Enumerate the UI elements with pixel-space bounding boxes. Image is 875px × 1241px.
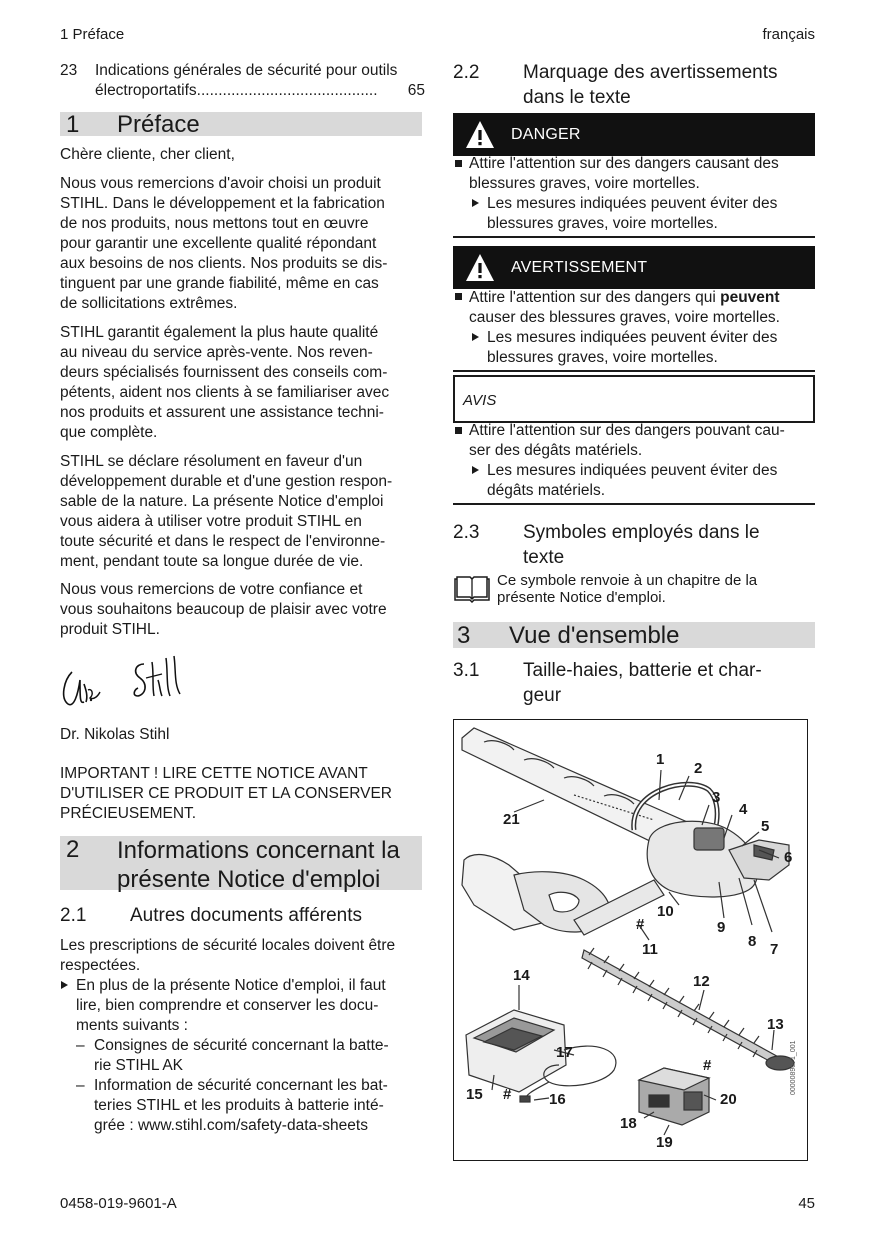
toc-number: 23 — [60, 62, 78, 79]
danger-bullet-2: Les mesures indiquées peuvent éviter des blessures graves, voire mortelles. — [487, 195, 778, 232]
dash-icon: – — [76, 1077, 85, 1094]
warning-triangle-icon — [465, 120, 495, 150]
figure-label: 14 — [513, 967, 530, 984]
bullet-arrow-icon — [472, 333, 479, 341]
subsection-2-2-title: Marquage des avertissements dans le texte — [523, 62, 778, 108]
bullet-arrow-icon — [472, 199, 479, 207]
figure-label: 11 — [642, 941, 658, 958]
danger-label: DANGER — [511, 125, 581, 143]
greeting: Chère cliente, cher client, — [60, 146, 235, 163]
toc-line1: Indications générales de sécurité pour outils — [95, 62, 398, 79]
signature-image — [58, 650, 188, 712]
section-2-heading — [60, 836, 422, 893]
s21-intro: Les prescriptions de sécurité locales doivent être respectées. — [60, 937, 396, 974]
notice-label: AVIS — [463, 392, 497, 409]
section-1-title: Préface — [117, 111, 200, 138]
figure-label: # — [703, 1057, 712, 1074]
figure-label: 3 — [712, 789, 721, 806]
section-3-number: 3 — [457, 622, 471, 649]
subsection-2-3-title: Symboles employés dans le texte — [523, 522, 760, 568]
preface-para-2: STIHL garantit également la plus haute qualité au niveau du service après-vente. Nos reven- deurs spécialisés fournissent des conseils com- pétents, aident nos clients à se familiariser avec nos produits et assurent une assistance techni- que complète. — [60, 324, 390, 441]
figure-label: 1 — [656, 751, 665, 768]
warning-label: AVERTISSEMENT — [511, 258, 648, 276]
figure-label: 17 — [556, 1044, 573, 1061]
dash-icon: – — [76, 1037, 85, 1054]
figure-label: # — [503, 1086, 512, 1103]
s21-bullet: En plus de la présente Notice d'emploi, il faut lire, bien comprendre et conserver les docu- ments suivants : — [76, 977, 386, 1034]
danger-banner — [453, 113, 815, 156]
figure-label: 16 — [549, 1091, 566, 1108]
divider — [453, 236, 815, 238]
subsection-2-1-number: 2.1 — [60, 905, 87, 926]
warning-banner — [453, 246, 815, 289]
figure-label: 12 — [693, 973, 710, 990]
overview-figure — [453, 719, 808, 1161]
notice-bullet-2: Les mesures indiquées peuvent éviter des dégâts matériels. — [487, 462, 778, 499]
toc-entry[interactable] — [95, 61, 425, 101]
section-3-heading — [453, 622, 815, 648]
figure-label: 21 — [503, 811, 520, 828]
figure-label: 8 — [748, 933, 757, 950]
s21-dash-1: Consignes de sécurité concernant la batte- rie STIHL AK — [94, 1037, 389, 1074]
toc-page: 65 — [407, 82, 425, 99]
preface-para-3: STIHL se déclare résolument en faveur d'un développement durable et d'une gestion respon- sable de la nature. La présente Notice d'emploi vous aidera à utiliser votre produit STIHL en toute sécurité et dans le respect de l'environne- ment, pendant toute sa longue durée de vie. — [60, 453, 393, 570]
important-notice: IMPORTANT ! LIRE CETTE NOTICE AVANT D'UTILISER CE PRODUIT ET LA CONSERVER PRÉCIEUSEMENT. — [60, 765, 392, 822]
divider — [453, 370, 815, 372]
signatory-name: Dr. Nikolas Stihl — [60, 726, 170, 743]
running-header-left: 1 Préface — [60, 26, 125, 43]
symbol-description: Ce symbole renvoie à un chapitre de la présente Notice d'emploi. — [497, 572, 758, 606]
bullet-square-icon — [455, 427, 462, 434]
figure-label: # — [636, 916, 645, 933]
subsection-2-2-number: 2.2 — [453, 62, 480, 83]
warning-triangle-icon — [465, 253, 495, 283]
toc-line2: électroportatifs — [95, 82, 197, 99]
subsection-3-1-number: 3.1 — [453, 660, 480, 681]
divider — [453, 503, 815, 505]
preface-para-1: Nous vous remercions d'avoir choisi un produit STIHL. Dans le développement et la fabrication de nos produits, nous mettons tout en œuvre pour garantir une excellente qualité répondant aux besoins de nos clients. Nos produits se dis- tinguent par une grande fiabilité, même en cas de sollicitations extrêmes. — [60, 175, 388, 312]
bullet-square-icon — [455, 293, 462, 300]
section-2-number: 2 — [66, 836, 80, 863]
document-number: 0458-019-9601-A — [60, 1195, 177, 1212]
figure-label: 20 — [720, 1091, 737, 1108]
book-icon — [453, 575, 491, 603]
figure-label: 2 — [694, 760, 703, 777]
preface-para-4: Nous vous remercions de votre confiance et vous souhaitons beaucoup de plaisir avec votre produit STIHL. — [60, 581, 387, 638]
bullet-arrow-icon — [472, 466, 479, 474]
notice-bullet-1: Attire l'attention sur des dangers pouvant cau- ser des dégâts matériels. — [469, 422, 785, 459]
figure-label: 7 — [770, 941, 779, 958]
figure-label: 5 — [761, 818, 770, 835]
section-1-heading — [60, 112, 422, 136]
subsection-2-1-title: Autres documents afférents — [130, 905, 362, 926]
figure-label: 10 — [657, 903, 674, 920]
danger-bullet-1: Attire l'attention sur des dangers causant des blessures graves, voire mortelles. — [469, 155, 779, 192]
warning-bullet-2: Les mesures indiquées peuvent éviter des blessures graves, voire mortelles. — [487, 329, 778, 366]
subsection-2-3-number: 2.3 — [453, 522, 480, 543]
figure-code: 0000089671_001 — [790, 1040, 797, 1095]
figure-label: 4 — [739, 801, 748, 818]
section-3-title: Vue d'ensemble — [509, 622, 680, 649]
bullet-arrow-icon — [61, 981, 68, 989]
toc-dots: .......................................... — [196, 82, 378, 99]
bullet-square-icon — [455, 160, 462, 167]
figure-label: 15 — [466, 1086, 483, 1103]
section-2-title-line2: présente Notice d'emploi — [117, 866, 381, 893]
page-number: 45 — [798, 1195, 815, 1212]
warning-bullet-1: Attire l'attention sur des dangers qui peuvent causer des blessures graves, voire mortelles. — [469, 289, 780, 326]
figure-label: 9 — [717, 919, 726, 936]
figure-label: 13 — [767, 1016, 784, 1033]
notice-banner — [453, 375, 815, 423]
s21-dash-2: Information de sécurité concernant les bat- teries STIHL et les produits à batterie inté- grée : www.stihl.com/safety-data-sheets — [94, 1077, 388, 1134]
section-1-number: 1 — [66, 111, 80, 138]
subsection-3-1-title: Taille-haies, batterie et char- geur — [523, 660, 762, 706]
figure-label: 18 — [620, 1115, 637, 1132]
figure-label: 6 — [784, 849, 793, 866]
figure-label: 19 — [656, 1134, 673, 1151]
running-header-right: français — [762, 26, 815, 43]
section-2-title-line1: Informations concernant la — [117, 837, 400, 864]
